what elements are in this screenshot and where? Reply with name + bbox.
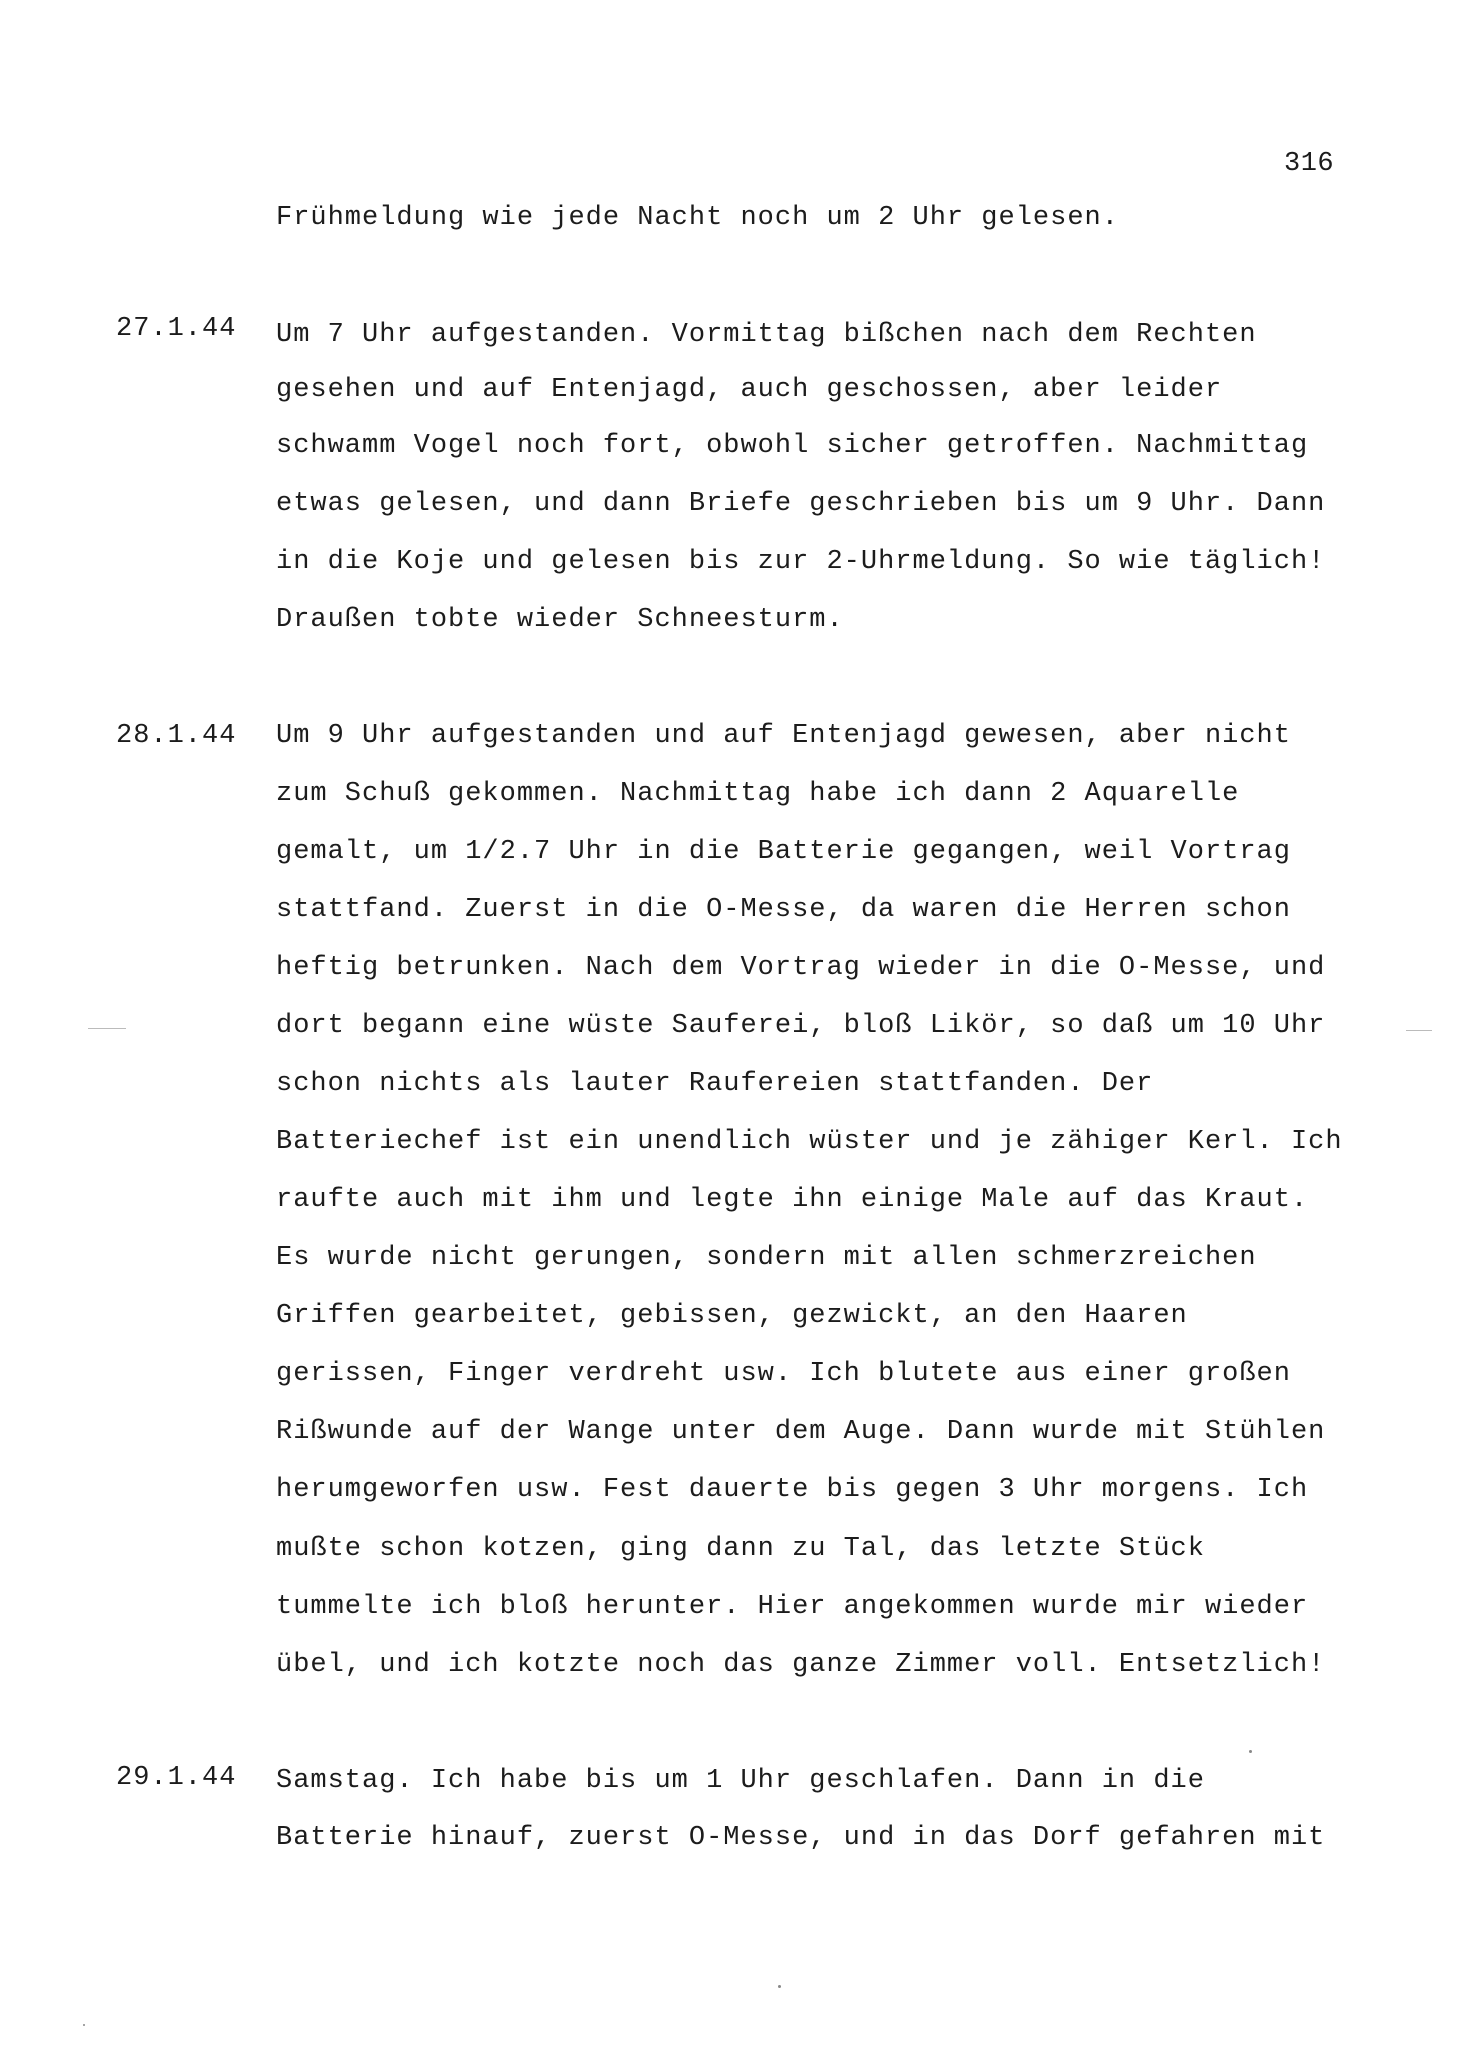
entry-line: Batteriechef ist ein unendlich wüster und je zähiger Kerl. Ich	[276, 1127, 1343, 1157]
scan-speck	[778, 1985, 781, 1988]
scan-mark	[88, 1028, 126, 1029]
entry-date: 27.1.44	[116, 314, 237, 344]
entry-line: Samstag. Ich habe bis um 1 Uhr geschlafen. Dann in die	[276, 1766, 1205, 1796]
entry-date: 28.1.44	[116, 721, 237, 751]
scan-speck	[1249, 1750, 1252, 1753]
entry-line: in die Koje und gelesen bis zur 2-Uhrmeldung. So wie täglich!	[276, 547, 1326, 577]
entry-date: 29.1.44	[116, 1763, 237, 1793]
entry-line: schwamm Vogel noch fort, obwohl sicher getroffen. Nachmittag	[276, 431, 1309, 461]
entry-line: Rißwunde auf der Wange unter dem Auge. Dann wurde mit Stühlen	[276, 1417, 1326, 1447]
entry-line: heftig betrunken. Nach dem Vortrag wieder in die O-Messe, und	[276, 953, 1326, 983]
entry-line: gemalt, um 1/2.7 Uhr in die Batterie gegangen, weil Vortrag	[276, 837, 1291, 867]
entry-line: Es wurde nicht gerungen, sondern mit allen schmerzreichen	[276, 1243, 1257, 1273]
entry-line: Batterie hinauf, zuerst O-Messe, und in das Dorf gefahren mit	[276, 1823, 1326, 1853]
page-number: 316	[1284, 149, 1335, 179]
entry-line: herumgeworfen usw. Fest dauerte bis gegen 3 Uhr morgens. Ich	[276, 1475, 1309, 1505]
entry-line: stattfand. Zuerst in die O-Messe, da waren die Herren schon	[276, 895, 1291, 925]
entry-line: Um 7 Uhr aufgestanden. Vormittag bißchen nach dem Rechten	[276, 320, 1257, 350]
entry-line: raufte auch mit ihm und legte ihn einige Male auf das Kraut.	[276, 1185, 1309, 1215]
scan-mark	[1406, 1030, 1432, 1031]
entry-line: übel, und ich kotzte noch das ganze Zimmer voll. Entsetzlich!	[276, 1650, 1326, 1680]
entry-line: dort begann eine wüste Sauferei, bloß Likör, so daß um 10 Uhr	[276, 1011, 1326, 1041]
entry-line: schon nichts als lauter Raufereien stattfanden. Der	[276, 1069, 1154, 1099]
intro-line: Frühmeldung wie jede Nacht noch um 2 Uhr gelesen.	[276, 203, 1119, 233]
entry-line: zum Schuß gekommen. Nachmittag habe ich dann 2 Aquarelle	[276, 779, 1240, 809]
entry-line: Draußen tobte wieder Schneesturm.	[276, 605, 844, 635]
entry-line: mußte schon kotzen, ging dann zu Tal, das letzte Stück	[276, 1534, 1205, 1564]
entry-line: etwas gelesen, und dann Briefe geschrieben bis um 9 Uhr. Dann	[276, 489, 1326, 519]
scan-speck	[83, 2024, 85, 2026]
entry-line: Griffen gearbeitet, gebissen, gezwickt, an den Haaren	[276, 1301, 1188, 1331]
entry-line: gerissen, Finger verdreht usw. Ich blutete aus einer großen	[276, 1359, 1291, 1389]
entry-line: Um 9 Uhr aufgestanden und auf Entenjagd gewesen, aber nicht	[276, 721, 1291, 751]
entry-line: tummelte ich bloß herunter. Hier angekommen wurde mir wieder	[276, 1592, 1309, 1622]
entry-line: gesehen und auf Entenjagd, auch geschossen, aber leider	[276, 375, 1223, 405]
